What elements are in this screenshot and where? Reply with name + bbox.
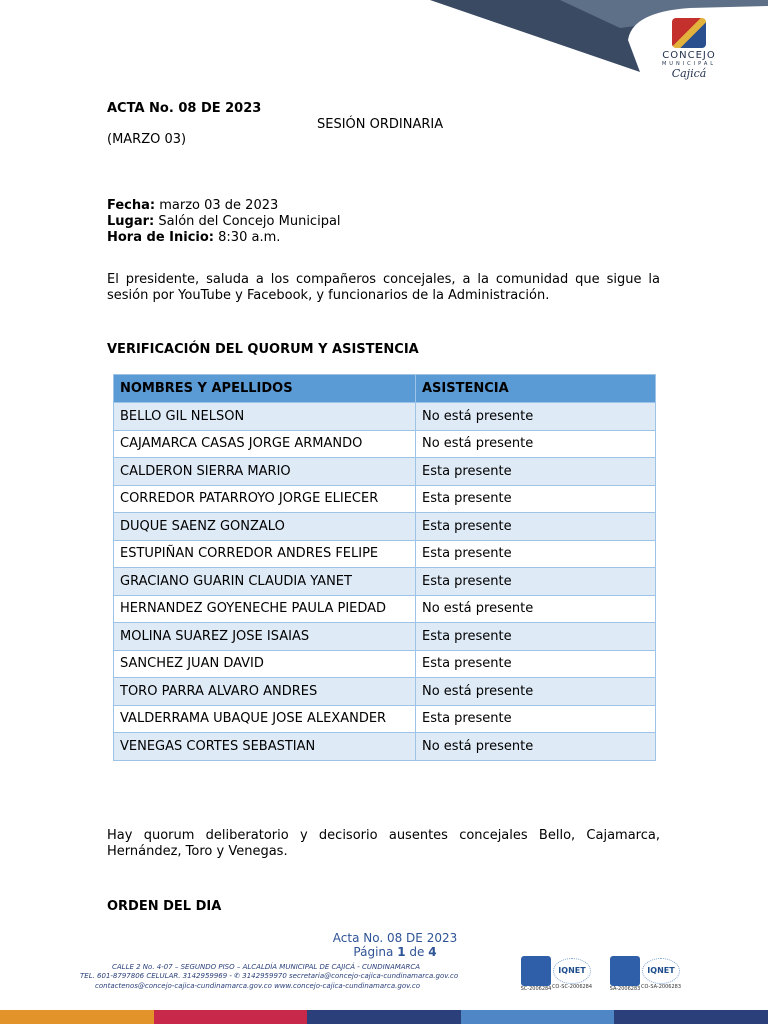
page-prefix: Página — [353, 945, 398, 959]
table-row — [114, 540, 656, 568]
attendance-status: No está presente — [416, 403, 656, 431]
attendance-status: No está presente — [416, 733, 656, 761]
session-type: SESIÓN ORDINARIA — [317, 117, 444, 132]
footer-acta: Acta No. 08 DE 2023 — [332, 931, 458, 945]
table-row — [114, 705, 656, 733]
color-bar-segment — [154, 1010, 308, 1024]
fecha-value: marzo 03 de 2023 — [155, 198, 279, 213]
attendance-status: Esta presente — [416, 540, 656, 568]
table-header-row — [114, 375, 656, 403]
page-mid: de — [405, 945, 429, 959]
orden-heading: ORDEN DEL DIA — [107, 899, 222, 914]
footer-contact: contactenos@concejo-cajica-cundinamarca.gov.co www.concejo-cajica-cundinamarca.gov.co — [95, 982, 421, 990]
session-date: (MARZO 03) — [107, 132, 187, 147]
attendance-table — [113, 374, 656, 761]
lugar-line — [107, 214, 341, 229]
column-header-attendance: ASISTENCIA — [416, 375, 656, 403]
member-name: BELLO GIL NELSON — [114, 403, 416, 431]
attendance-status: Esta presente — [416, 650, 656, 678]
table-row — [114, 650, 656, 678]
member-name: CORREDOR PATARROYO JORGE ELIECER — [114, 485, 416, 513]
table-row — [114, 623, 656, 651]
icontec-cert-logo-2: SA-2006283 — [605, 956, 645, 998]
table-row — [114, 678, 656, 706]
table-row — [114, 595, 656, 623]
color-bar-segment — [614, 1010, 768, 1024]
fecha-label: Fecha: — [107, 198, 156, 213]
member-name: VENEGAS CORTES SEBASTIAN — [114, 733, 416, 761]
attendance-status: Esta presente — [416, 513, 656, 541]
member-name: HERNANDEZ GOYENECHE PAULA PIEDAD — [114, 595, 416, 623]
attendance-status: No está presente — [416, 430, 656, 458]
iqnet-cert-logo-2: IQNET CO-SA-2006283 — [640, 958, 682, 996]
page-total: 4 — [428, 945, 437, 959]
concejo-logo: CONCEJO MUNICIPAL Cajicá — [644, 18, 734, 88]
member-name: DUQUE SAENZ GONZALO — [114, 513, 416, 541]
table-row — [114, 513, 656, 541]
footer-color-bar — [0, 1010, 768, 1024]
attendance-status: Esta presente — [416, 623, 656, 651]
hora-value: 8:30 a.m. — [214, 230, 281, 245]
member-name: CAJAMARCA CASAS JORGE ARMANDO — [114, 430, 416, 458]
intro-paragraph: El presidente, saluda a los compañeros concejales, a la comunidad que sigue la sesión por YouTube y Facebook, y funcionarios de la Administración. — [107, 272, 660, 303]
attendance-status: No está presente — [416, 678, 656, 706]
table-row — [114, 568, 656, 596]
color-bar-segment — [461, 1010, 615, 1024]
attendance-status: Esta presente — [416, 458, 656, 486]
coat-of-arms-icon — [672, 18, 706, 48]
table-row — [114, 733, 656, 761]
table-row — [114, 458, 656, 486]
member-name: CALDERON SIERRA MARIO — [114, 458, 416, 486]
table-row — [114, 403, 656, 431]
footer-address: CALLE 2 No. 4-07 – SEGUNDO PISO – ALCALDÍA MUNICIPAL DE CAJICÁ - CUNDINAMARCA — [112, 963, 421, 971]
icontec-cert-logo: SC-2006284 — [516, 956, 556, 998]
member-name: ESTUPIÑAN CORREDOR ANDRES FELIPE — [114, 540, 416, 568]
verification-heading: VERIFICACIÓN DEL QUORUM Y ASISTENCIA — [107, 342, 419, 357]
attendance-status: No está presente — [416, 595, 656, 623]
attendance-status: Esta presente — [416, 485, 656, 513]
table-row — [114, 485, 656, 513]
attendance-rows — [114, 403, 656, 761]
attendance-status: Esta presente — [416, 705, 656, 733]
footer-page-number — [0, 945, 768, 959]
hora-line — [107, 230, 280, 245]
quorum-paragraph: Hay quorum deliberatorio y decisorio ausentes concejales Bello, Cajamarca, Hernández, Toro y Venegas. — [107, 828, 660, 859]
color-bar-segment — [0, 1010, 154, 1024]
lugar-label: Lugar: — [107, 214, 155, 229]
acta-title: ACTA No. 08 DE 2023 — [107, 101, 262, 116]
lugar-value: Salón del Concejo Municipal — [154, 214, 341, 229]
footer-phones: TEL. 601-8797806 CELULAR. 3142959969 - ✆ 3142959970 secretaria@concejo-cajica-cundinamarca.gov.co — [80, 972, 459, 980]
fecha-line — [107, 198, 278, 213]
attendance-status: Esta presente — [416, 568, 656, 596]
table-row — [114, 430, 656, 458]
member-name: MOLINA SUAREZ JOSE ISAIAS — [114, 623, 416, 651]
member-name: SANCHEZ JUAN DAVID — [114, 650, 416, 678]
hora-label: Hora de Inicio: — [107, 230, 215, 245]
member-name: TORO PARRA ALVARO ANDRES — [114, 678, 416, 706]
page-current: 1 — [397, 945, 406, 959]
member-name: GRACIANO GUARIN CLAUDIA YANET — [114, 568, 416, 596]
member-name: VALDERRAMA UBAQUE JOSE ALEXANDER — [114, 705, 416, 733]
column-header-names: NOMBRES Y APELLIDOS — [114, 375, 416, 403]
iqnet-cert-logo: IQNET CO-SC-2006284 — [551, 958, 593, 996]
color-bar-segment — [307, 1010, 461, 1024]
